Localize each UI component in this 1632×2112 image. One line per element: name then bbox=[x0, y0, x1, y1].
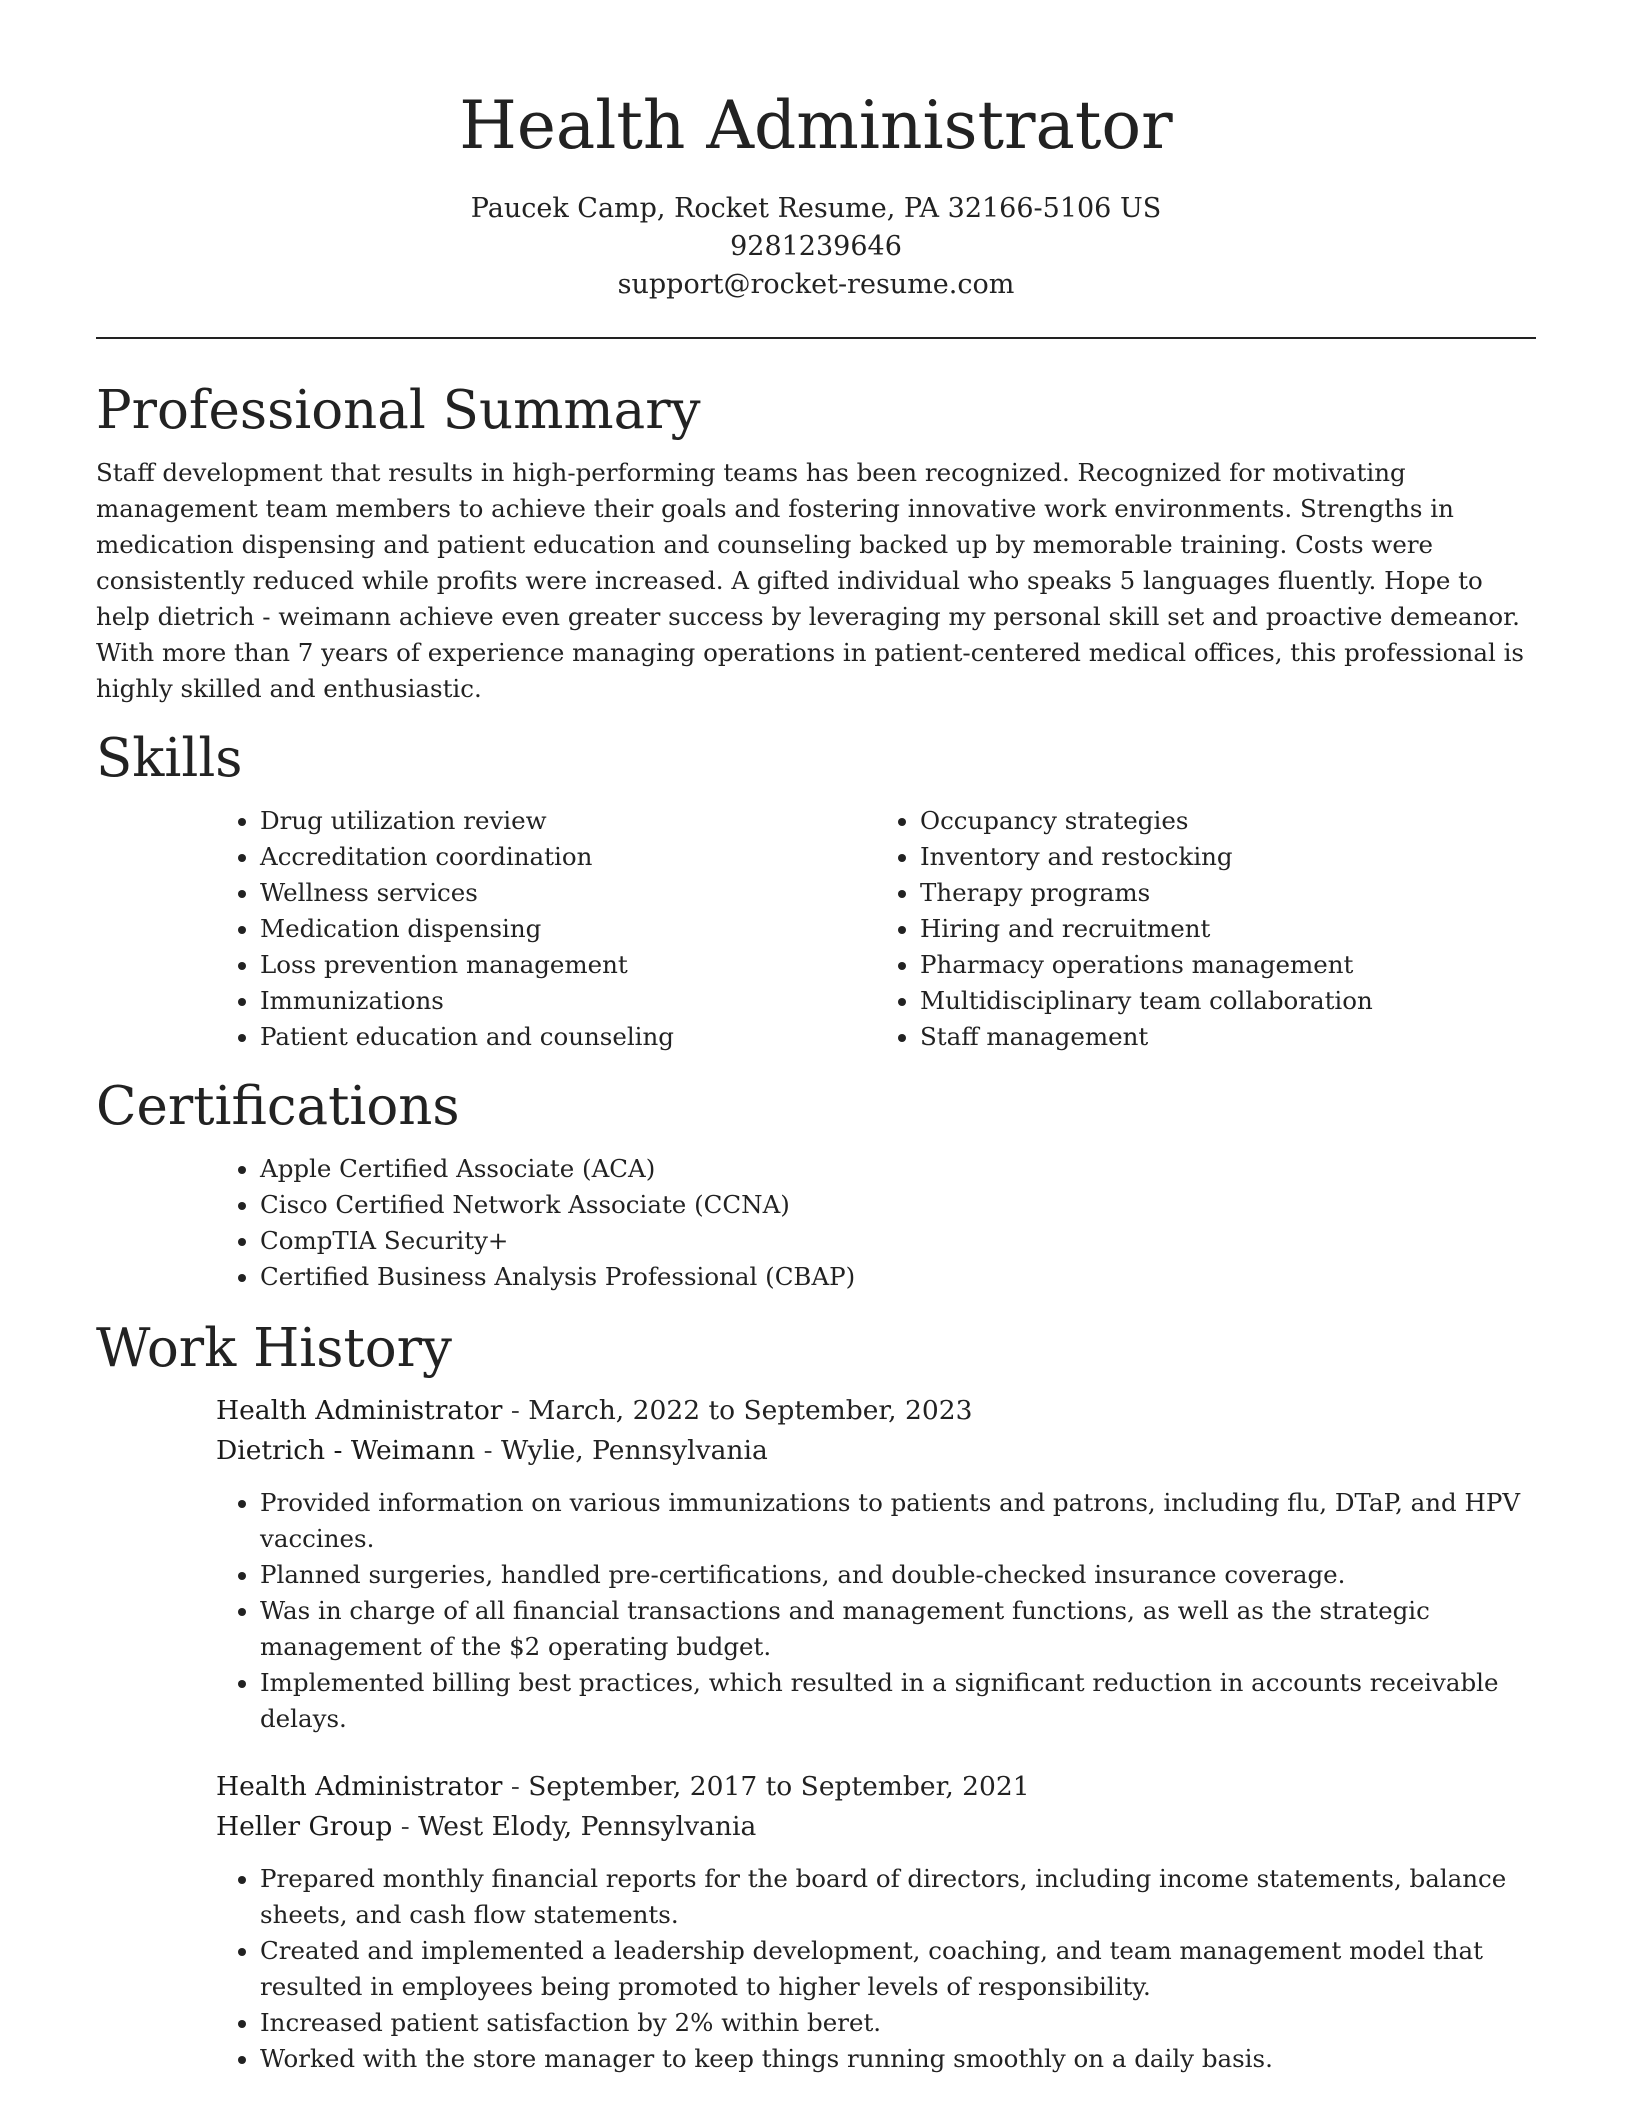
job-company: Dietrich - Weimann bbox=[216, 1435, 476, 1466]
certification-item: • Apple Certified Associate (ACA) bbox=[260, 1151, 1536, 1187]
skill-item: • Therapy programs bbox=[920, 875, 1536, 911]
skill-item: • Staff management bbox=[920, 1019, 1536, 1055]
job-bullet: • Increased patient satisfaction by 2% within beret. bbox=[260, 2005, 1536, 2041]
work-history-heading: Work History bbox=[96, 1318, 452, 1379]
job-title-line bbox=[216, 1391, 1536, 1431]
separator: - bbox=[392, 1811, 419, 1842]
skill-item: • Accreditation coordination bbox=[260, 839, 876, 875]
skills-grid bbox=[216, 803, 1536, 1055]
job-location: Wylie, Pennsylvania bbox=[501, 1435, 768, 1466]
job-company: Heller Group bbox=[216, 1811, 393, 1842]
skill-item: • Immunizations bbox=[260, 983, 876, 1019]
certifications-heading: Certifications bbox=[96, 1076, 460, 1137]
job-bullet: • Created and implemented a leadership development, coaching, and team management model that resulted in employees being promoted to higher levels of responsibility. bbox=[260, 1933, 1536, 2005]
certification-item: • Certified Business Analysis Professional (CBAP) bbox=[260, 1259, 1536, 1295]
skill-item: • Patient education and counseling bbox=[260, 1019, 876, 1055]
job-bullet: • Worked with the store manager to keep things running smoothly on a daily basis. bbox=[260, 2041, 1536, 2077]
job-bullet: • Implemented billing best practices, which resulted in a significant reduction in accounts receivable delays. bbox=[260, 1665, 1536, 1737]
contact-email: support@rocket-resume.com bbox=[617, 269, 1015, 300]
contact-phone: 9281239646 bbox=[730, 231, 902, 262]
job-title: Health Administrator bbox=[216, 1771, 503, 1802]
certification-item: • CompTIA Security+ bbox=[260, 1223, 1536, 1259]
job-dates: September, 2017 to September, 2021 bbox=[528, 1771, 1030, 1802]
separator: - bbox=[502, 1395, 529, 1426]
job-bullets bbox=[216, 1485, 1536, 1737]
skills-heading: Skills bbox=[96, 728, 243, 789]
skill-item: • Hiring and recruitment bbox=[920, 911, 1536, 947]
job-entry bbox=[216, 1391, 1536, 1737]
skill-item: • Pharmacy operations management bbox=[920, 947, 1536, 983]
certification-item: • Cisco Certified Network Associate (CCNA) bbox=[260, 1187, 1536, 1223]
contact-address: Paucek Camp, Rocket Resume, PA 32166-5106 US bbox=[470, 193, 1162, 224]
job-dates: March, 2022 to September, 2023 bbox=[528, 1395, 973, 1426]
skills-list-right bbox=[876, 803, 1536, 1055]
job-company-line bbox=[216, 1807, 1536, 1847]
job-title: Health Administrator bbox=[216, 1395, 503, 1426]
job-bullet: • Planned surgeries, handled pre-certifications, and double-checked insurance coverage. bbox=[260, 1557, 1536, 1593]
summary-heading: Professional Summary bbox=[96, 380, 701, 441]
job-bullet: • Was in charge of all financial transactions and management functions, as well as the strategic management of the $2 operating budget. bbox=[260, 1593, 1536, 1665]
job-bullets bbox=[216, 1861, 1536, 2077]
skill-item: • Occupancy strategies bbox=[920, 803, 1536, 839]
header-divider bbox=[96, 337, 1536, 339]
job-bullet: • Provided information on various immunizations to patients and patrons, including flu, DTaP, and HPV vaccines. bbox=[260, 1485, 1536, 1557]
resume-header bbox=[96, 0, 1536, 304]
skill-item: • Inventory and restocking bbox=[920, 839, 1536, 875]
skill-item: • Wellness services bbox=[260, 875, 876, 911]
separator: - bbox=[475, 1435, 502, 1466]
job-title-line bbox=[216, 1767, 1536, 1807]
skill-item: • Multidisciplinary team collaboration bbox=[920, 983, 1536, 1019]
resume-page bbox=[96, 0, 1536, 2077]
work-history-section bbox=[96, 1317, 1536, 2077]
job-bullet: • Prepared monthly financial reports for the board of directors, including income statements, balance sheets, and cash flow statements. bbox=[260, 1861, 1536, 1933]
summary-text: Staff development that results in high-performing teams has been recognized. Recognized for motivating management team members to achieve their goals and fostering innovative work environments. Strengths in medication dispensing and patient education and counseling backed up by memorable training. Costs were consistently reduced while profits were increased. A gifted individual who speaks 5 languages fluently. Hope to help dietrich - weimann achieve even greater success by leveraging my personal skill set and proactive demeanor. With more than 7 years of experience managing operations in patient-centered medical offices, this professional is highly skilled and enthusiastic. bbox=[96, 458, 1524, 703]
job-company-line bbox=[216, 1431, 1536, 1471]
skill-item: • Drug utilization review bbox=[260, 803, 876, 839]
job-entry bbox=[216, 1767, 1536, 2077]
summary-section bbox=[96, 379, 1536, 707]
candidate-name: Health Administrator bbox=[459, 87, 1173, 164]
skills-list-left bbox=[216, 803, 876, 1055]
certifications-list bbox=[216, 1151, 1536, 1295]
certifications-section bbox=[96, 1075, 1536, 1295]
separator: - bbox=[502, 1771, 529, 1802]
skill-item: • Medication dispensing bbox=[260, 911, 876, 947]
contact-block bbox=[96, 190, 1536, 304]
skill-item: • Loss prevention management bbox=[260, 947, 876, 983]
skills-section bbox=[96, 727, 1536, 1055]
job-location: West Elody, Pennsylvania bbox=[418, 1811, 757, 1842]
